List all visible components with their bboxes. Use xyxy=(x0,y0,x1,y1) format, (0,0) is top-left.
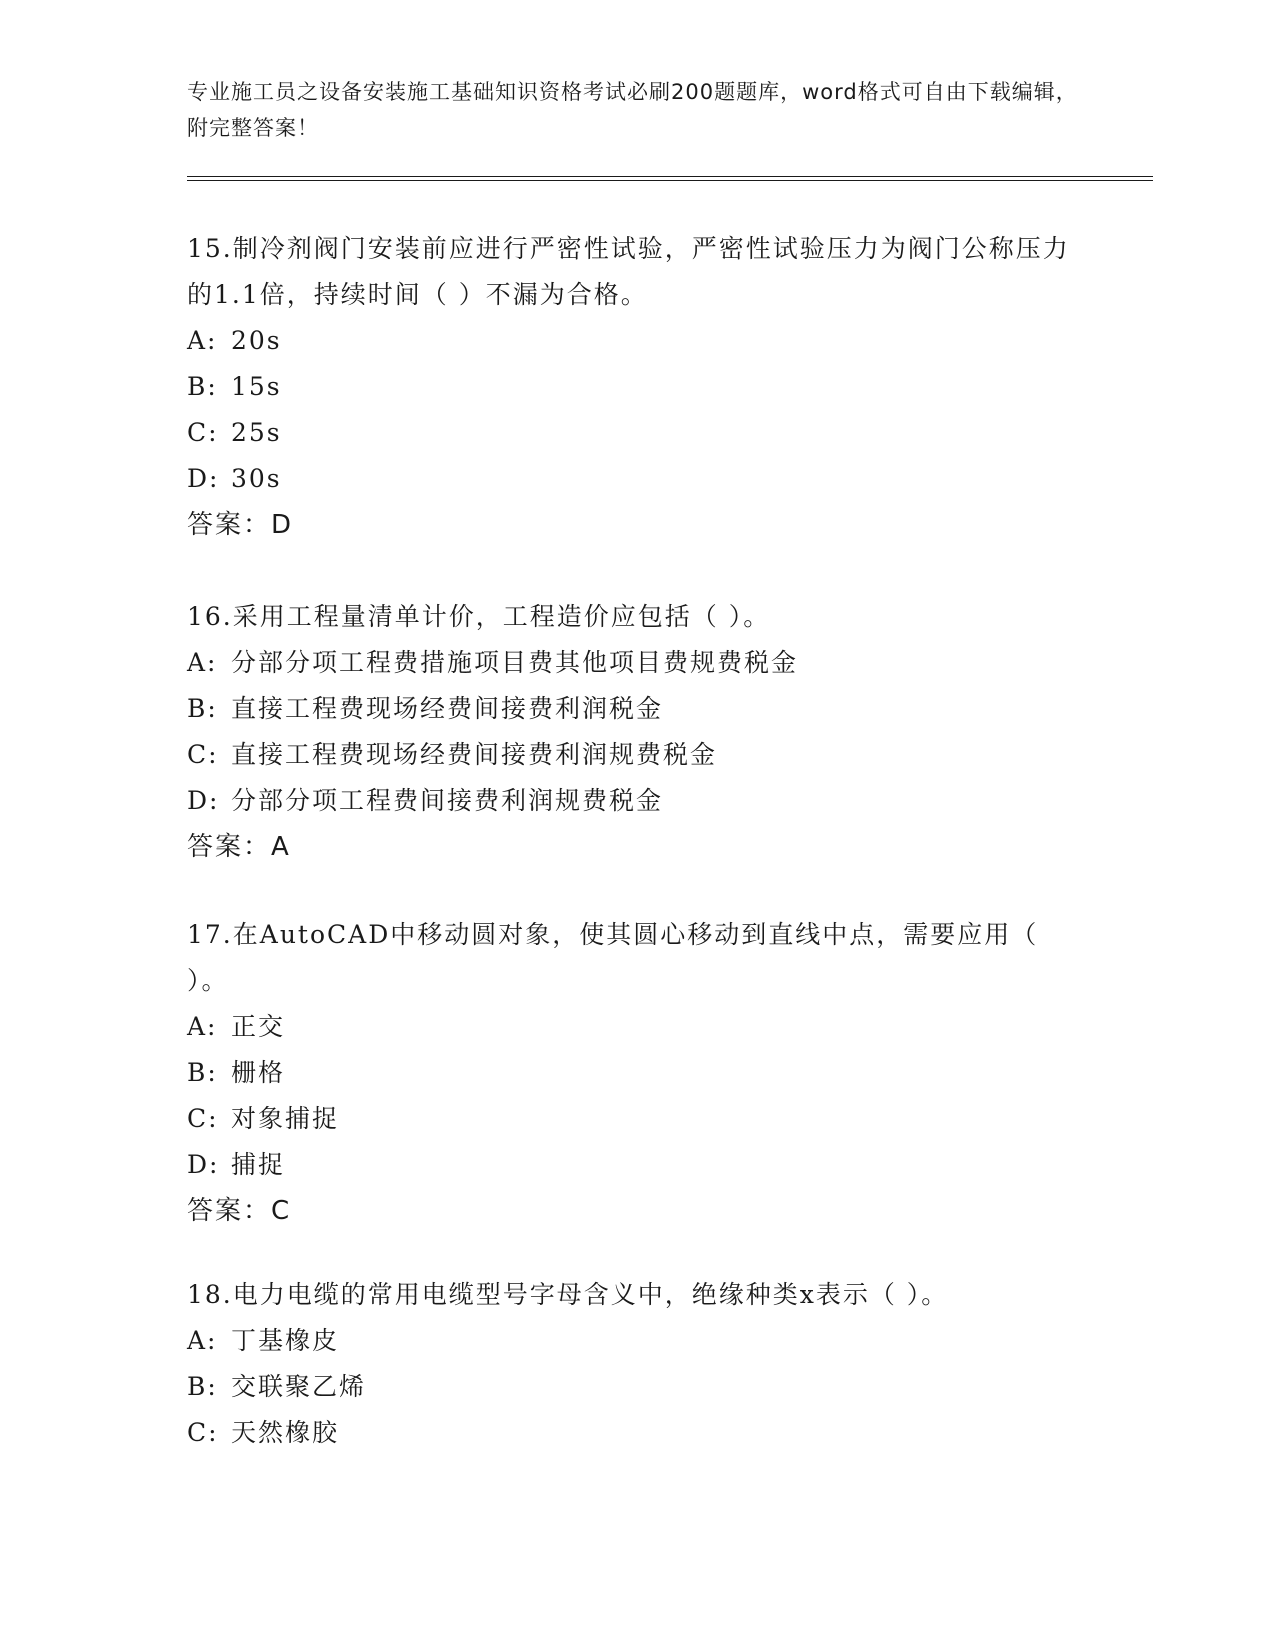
option-text: 捕捉 xyxy=(231,1150,286,1179)
question-18 xyxy=(187,1272,1087,1456)
option-a xyxy=(187,1004,1087,1050)
option-text: 30s xyxy=(231,464,282,493)
option-c xyxy=(187,410,1087,456)
question-15 xyxy=(187,226,1087,548)
option-text: 天然橡胶 xyxy=(231,1418,340,1447)
option-b xyxy=(187,364,1087,410)
option-key: C: xyxy=(187,1104,219,1133)
document-header: 专业施工员之设备安装施工基础知识资格考试必刷200题题库，word格式可自由下载编辑，附完整答案！ xyxy=(187,80,1078,140)
question-stem: 18.电力电缆的常用电缆型号字母含义中，绝缘种类x表示（ ）。 xyxy=(187,1280,949,1309)
option-a xyxy=(187,640,1087,686)
question-stem: 17.在AutoCAD中移动圆对象，使其圆心移动到直线中点，需要应用（ ）。 xyxy=(187,920,1039,995)
option-key: B: xyxy=(187,1058,218,1087)
option-b xyxy=(187,686,1087,732)
option-key: B: xyxy=(187,1372,218,1401)
question-stem: 15.制冷剂阀门安装前应进行严密性试验，严密性试验压力为阀门公称压力的1.1倍，持续时间（ ）不漏为合格。 xyxy=(187,234,1070,309)
option-d xyxy=(187,456,1087,502)
option-text: 丁基橡皮 xyxy=(231,1326,340,1355)
header-divider xyxy=(187,176,1153,181)
option-c xyxy=(187,1410,1087,1456)
option-text: 对象捕捉 xyxy=(231,1104,340,1133)
question-stem: 16.采用工程量清单计价，工程造价应包括（ ）。 xyxy=(187,602,771,631)
option-key: B: xyxy=(187,694,218,723)
option-d xyxy=(187,1142,1087,1188)
question-17 xyxy=(187,912,1087,1234)
option-key: C: xyxy=(187,1418,219,1447)
answer-line: 答案：A xyxy=(187,832,291,862)
answer-line: 答案：C xyxy=(187,1196,292,1226)
option-a xyxy=(187,318,1087,364)
option-c xyxy=(187,732,1087,778)
option-text: 交联聚乙烯 xyxy=(231,1372,367,1401)
option-text: 直接工程费现场经费间接费利润规费税金 xyxy=(231,740,718,769)
option-key: A: xyxy=(187,326,218,355)
option-text: 20s xyxy=(231,326,282,355)
option-key: A: xyxy=(187,648,218,677)
option-text: 分部分项工程费措施项目费其他项目费规费税金 xyxy=(231,648,799,677)
answer-line: 答案：D xyxy=(187,510,294,540)
option-key: C: xyxy=(187,740,219,769)
option-text: 分部分项工程费间接费利润规费税金 xyxy=(231,786,664,815)
option-key: B: xyxy=(187,372,218,401)
option-key: D: xyxy=(187,464,220,493)
option-d xyxy=(187,778,1087,824)
option-text: 直接工程费现场经费间接费利润税金 xyxy=(231,694,664,723)
option-key: C: xyxy=(187,418,219,447)
question-16 xyxy=(187,594,1087,870)
option-a xyxy=(187,1318,1087,1364)
option-key: A: xyxy=(187,1012,218,1041)
option-text: 栅格 xyxy=(231,1058,286,1087)
option-key: D: xyxy=(187,786,220,815)
option-key: D: xyxy=(187,1150,220,1179)
option-b xyxy=(187,1050,1087,1096)
option-key: A: xyxy=(187,1326,218,1355)
option-text: 25s xyxy=(231,418,282,447)
option-text: 正交 xyxy=(231,1012,286,1041)
option-b xyxy=(187,1364,1087,1410)
option-text: 15s xyxy=(231,372,282,401)
option-c xyxy=(187,1096,1087,1142)
